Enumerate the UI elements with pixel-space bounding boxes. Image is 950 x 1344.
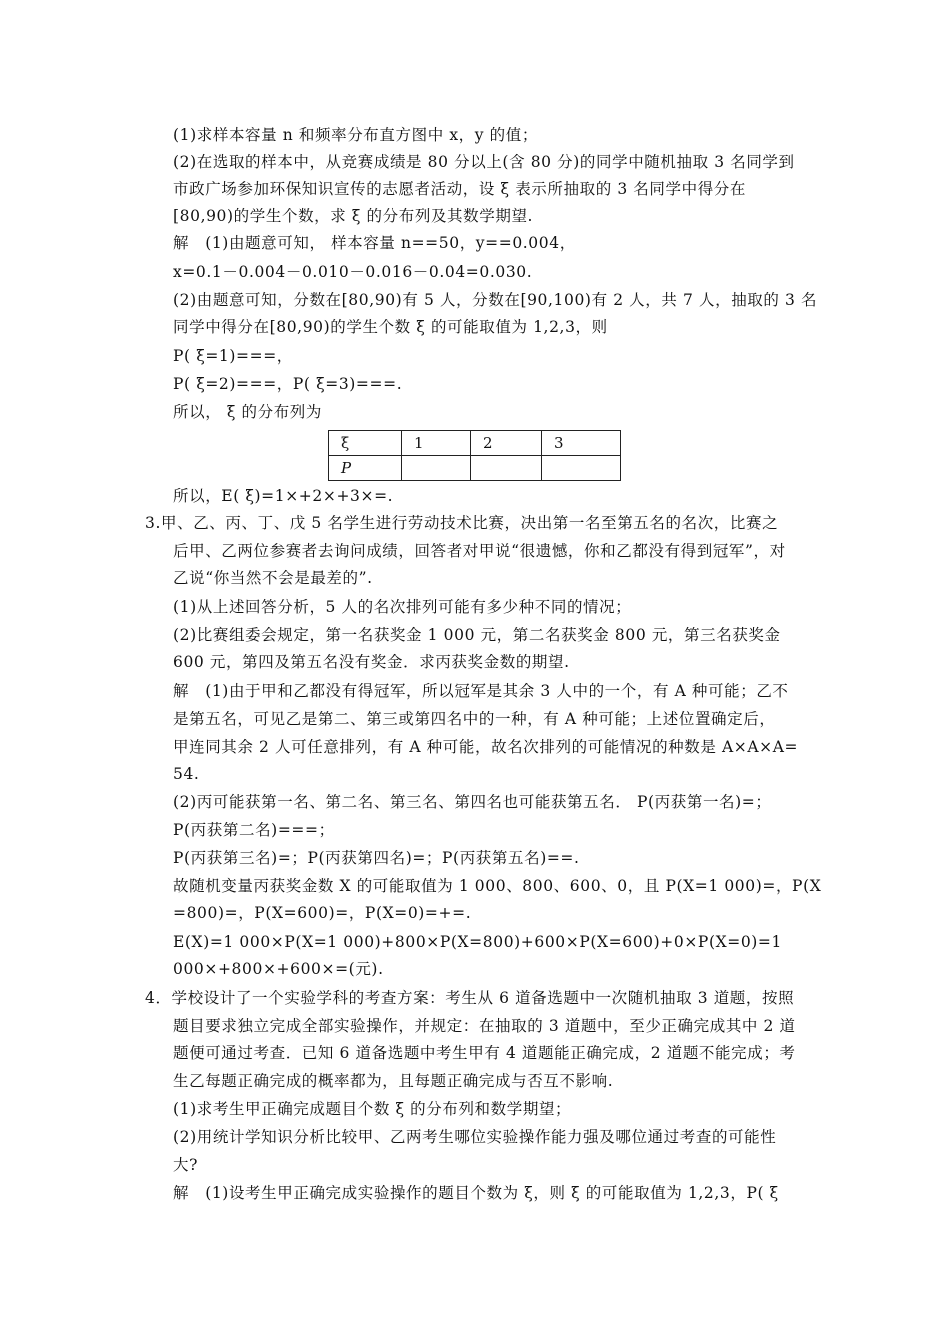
p2-solution-2-line-4: P( ξ=2)===，P( ξ=3)===.	[173, 375, 403, 393]
table-cell	[402, 456, 471, 481]
p3-stem-line-2: 后甲、乙两位参赛者去询问成绩，回答者对甲说“很遗憾，你和乙都没有得到冠军”，对	[173, 542, 786, 560]
p4-stem-line-3: 题便可通过考查．已知 6 道备选题中考生甲有 4 道题能正确完成，2 道题不能完成；考	[173, 1044, 796, 1062]
p3-solution-1-line-1: 解 (1)由于甲和乙都没有得冠军，所以冠军是其余 3 人中的一个，有 A 种可能；乙不	[173, 682, 789, 700]
p3-solution-2-line-7: 000×+800×+600×=(元).	[173, 960, 384, 978]
p3-solution-1-line-3: 甲连同其余 2 人可任意排列，有 A 种可能，故名次排列的可能情况的种数是 A×A×A=	[173, 738, 799, 756]
p2-solution-1-line-2: x=0.1－0.004－0.010－0.016－0.04=0.030.	[173, 263, 533, 281]
p4-stem-line-1: 4．学校设计了一个实验学科的考查方案：考生从 6 道备选题中一次随机抽取 3 道题，按照	[145, 989, 795, 1007]
p3-question-2-line-1: (2)比赛组委会规定，第一名获奖金 1 000 元，第二名获奖金 800 元，第三名获奖金	[173, 626, 781, 644]
table-cell: P	[329, 456, 402, 481]
p3-solution-2-line-6: E(X)=1 000×P(X=1 000)+800×P(X=800)+600×P(X=600)+0×P(X=0)=1	[173, 933, 782, 951]
p3-question-1: (1)从上述回答分析，5 人的名次排列可能有多少种不同的情况；	[173, 598, 632, 616]
p4-stem-line-2: 题目要求独立完成全部实验操作，并规定：在抽取的 3 道题中，至少正确完成其中 2 道	[173, 1017, 796, 1035]
p2-solution-1-line-1: 解 (1)由题意可知， 样本容量 n==50，y==0.004，	[173, 234, 576, 252]
p2-solution-2-line-3: P( ξ=1)===，	[173, 347, 293, 365]
p4-question-2-line-1: (2)用统计学知识分析比较甲、乙两考生哪位实验操作能力强及哪位通过考查的可能性	[173, 1128, 777, 1146]
p4-solution-1-line-1: 解 (1)设考生甲正确完成实验操作的题目个数为 ξ，则 ξ 的可能取值为 1,2,3，P( ξ	[173, 1184, 779, 1202]
p3-solution-2-line-4: 故随机变量丙获奖金数 X 的可能取值为 1 000、800、600、0，且 P(X=1 000)=，P(X	[173, 877, 822, 895]
p4-question-1: (1)求考生甲正确完成题目个数 ξ 的分布列和数学期望；	[173, 1100, 572, 1118]
table-row	[329, 431, 621, 456]
p4-stem-line-4: 生乙每题正确完成的概率都为，且每题正确完成与否互不影响.	[173, 1072, 614, 1090]
table-cell	[471, 456, 542, 481]
p2-question-1: (1)求样本容量 n 和频率分布直方图中 x，y 的值；	[173, 126, 538, 144]
p3-solution-1-line-2: 是第五名，可见乙是第二、第三或第四名中的一种，有 A 种可能；上述位置确定后，	[173, 710, 776, 728]
table-cell: 1	[402, 431, 471, 456]
p2-solution-2-line-5: 所以， ξ 的分布列为	[173, 403, 322, 421]
p4-question-2-line-2: 大?	[173, 1156, 199, 1174]
p3-stem-line-3: 乙说“你当然不会是最差的”.	[173, 569, 373, 587]
p2-solution-2-line-1: (2)由题意可知，分数在[80,90)有 5 人，分数在[90,100)有 2 人，共 7 人，抽取的 3 名	[173, 291, 818, 309]
p3-solution-2-line-3: P(丙获第三名)=；P(丙获第四名)=；P(丙获第五名)==.	[173, 849, 580, 867]
p3-question-2-line-2: 600 元，第四及第五名没有奖金．求丙获奖金数的期望.	[173, 653, 570, 671]
p2-solution-2-line-6: 所以，E( ξ)=1×+2×+3×=.	[173, 487, 394, 505]
p2-question-2-line-1: (2)在选取的样本中，从竞赛成绩是 80 分以上(含 80 分)的同学中随机抽取 3 名同学到	[173, 153, 795, 171]
table-cell: 3	[542, 431, 621, 456]
p3-solution-1-line-4: 54.	[173, 765, 200, 783]
p3-solution-2-line-1: (2)丙可能获第一名、第二名、第三名、第四名也可能获第五名． P(丙获第一名)=；	[173, 793, 772, 811]
table-cell	[542, 456, 621, 481]
table-cell: 2	[471, 431, 542, 456]
p2-solution-2-line-2: 同学中得分在[80,90)的学生个数 ξ 的可能取值为 1,2,3，则	[173, 318, 608, 336]
p3-stem-line-1: 3.甲、乙、丙、丁、戊 5 名学生进行劳动技术比赛，决出第一名至第五名的名次，比赛之	[145, 514, 779, 532]
p2-question-2-line-3: [80,90)的学生个数，求 ξ 的分布列及其数学期望.	[173, 207, 534, 225]
distribution-table	[328, 430, 621, 481]
p3-solution-2-line-5: =800)=，P(X=600)=，P(X=0)=+=.	[173, 904, 472, 922]
p3-solution-2-line-2: P(丙获第二名)===；	[173, 821, 335, 839]
table-cell: ξ	[329, 431, 402, 456]
p2-question-2-line-2: 市政广场参加环保知识宣传的志愿者活动，设 ξ 表示所抽取的 3 名同学中得分在	[173, 180, 747, 198]
table-row	[329, 456, 621, 481]
